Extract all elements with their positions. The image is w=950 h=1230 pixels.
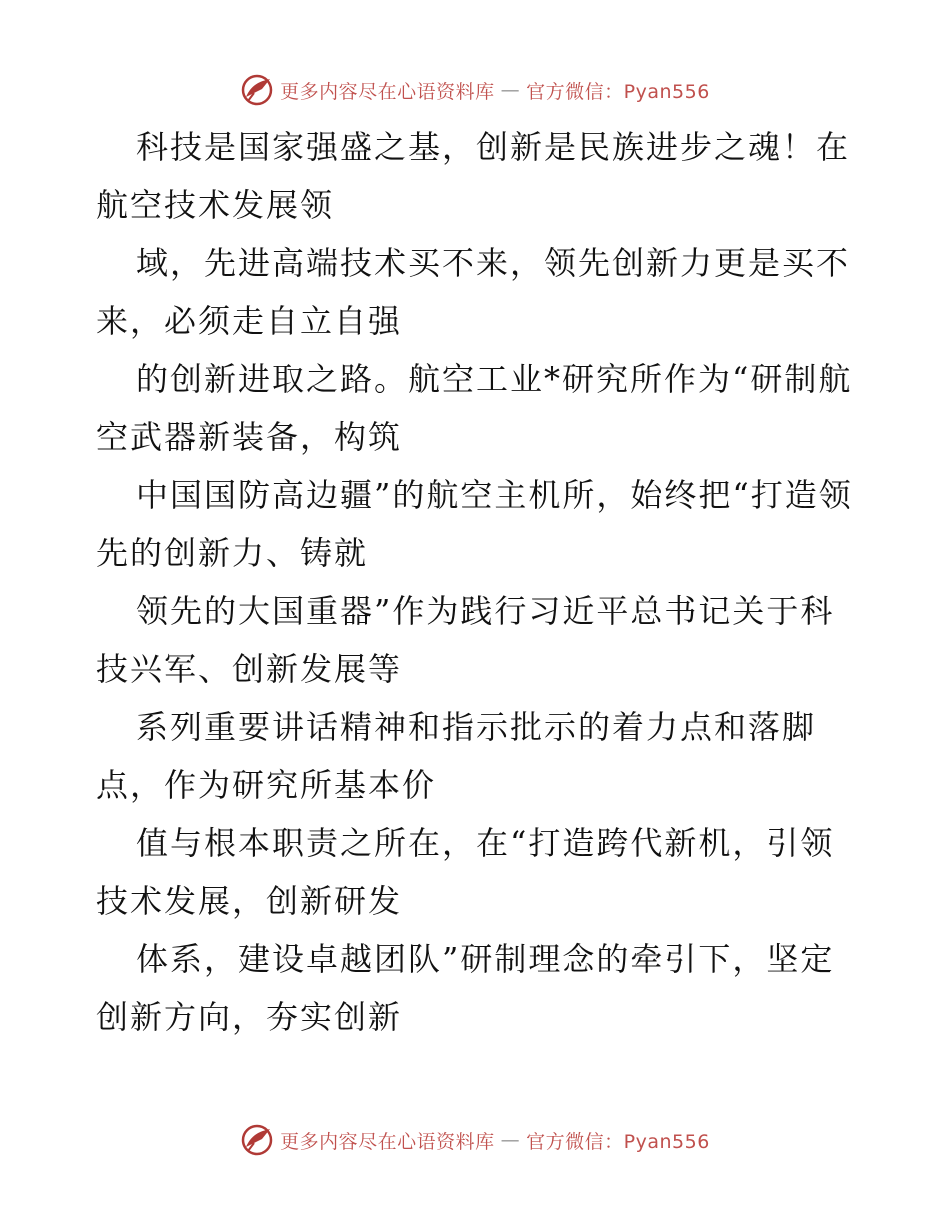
paragraph: 中国国防高边疆”的航空主机所，始终把“打造领先的创新力、铸就 — [96, 476, 853, 572]
watermark-contact: 官方微信：Pyan556 — [526, 1130, 710, 1153]
paragraph: 科技是国家强盛之基，创新是民族进步之魂！在航空技术发展领 — [96, 128, 851, 224]
paragraph: 值与根本职责之所在，在“打造跨代新机，引领技术发展，创新研发 — [96, 824, 835, 920]
footer-watermark — [0, 1120, 950, 1160]
document-body — [96, 118, 856, 1046]
paragraph: 的创新进取之路。航空工业*研究所作为“研制航空武器新装备，构筑 — [96, 360, 853, 456]
watermark-text: 更多内容尽在心语资料库 — [280, 1130, 495, 1153]
watermark-contact: 官方微信：Pyan556 — [526, 80, 710, 103]
paragraph: 域，先进高端技术买不来，领先创新力更是买不来，必须走自立自强 — [96, 244, 851, 340]
paragraph: 体系，建设卓越团队”研制理念的牵引下，坚定创新方向，夯实创新 — [96, 940, 835, 1036]
watermark-separator: — — [500, 79, 521, 101]
header-watermark — [0, 70, 950, 110]
pen-nib-circle-icon — [240, 73, 274, 107]
paragraph: 领先的大国重器”作为践行习近平总书记关于科技兴军、创新发展等 — [96, 592, 835, 688]
pen-nib-circle-icon — [240, 1123, 274, 1157]
watermark-text: 更多内容尽在心语资料库 — [280, 80, 495, 103]
paragraph: 系列重要讲话精神和指示批示的着力点和落脚点，作为研究所基本价 — [96, 708, 817, 804]
watermark-separator: — — [500, 1129, 521, 1151]
